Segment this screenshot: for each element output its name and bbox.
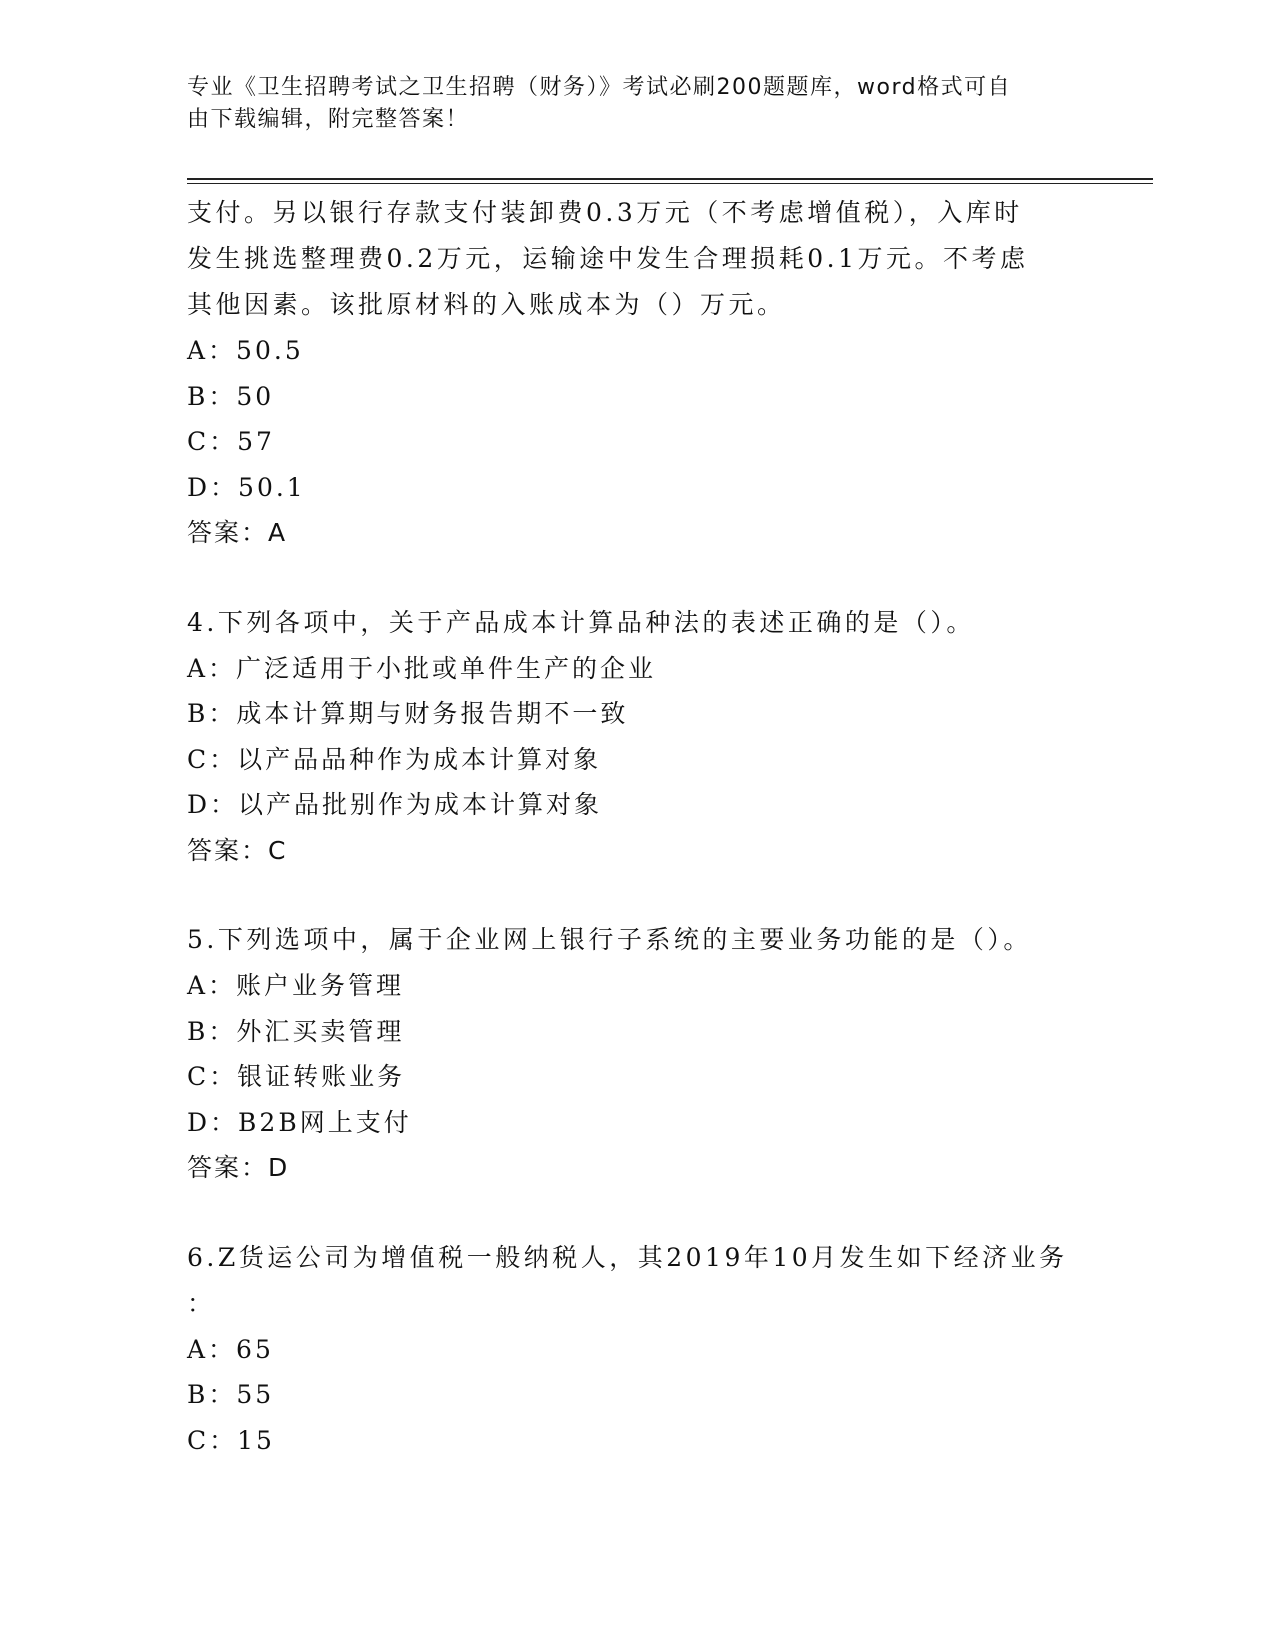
option-d: D：B2B网上支付 xyxy=(187,1107,412,1137)
question-stem: 5.下列选项中，属于企业网上银行子系统的主要业务功能的是（）。 xyxy=(187,925,1032,954)
header-divider-thin xyxy=(187,183,1153,184)
spacer xyxy=(187,1191,1087,1235)
option-c: C：以产品品种作为成本计算对象 xyxy=(187,744,602,774)
option-d: D：以产品批别作为成本计算对象 xyxy=(187,790,603,819)
question-stem: 4.下列各项中，关于产品成本计算品种法的表述正确的是（）。 xyxy=(187,607,975,637)
option-a: A：65 xyxy=(187,1334,274,1364)
spacer xyxy=(187,873,1087,917)
question-stem-line: 发生挑选整理费0.2万元，运输途中发生合理损耗0.1万元。不考虑 xyxy=(187,244,1029,273)
option-c: C：15 xyxy=(187,1425,275,1455)
header-divider-thick xyxy=(187,178,1153,180)
option-a: A：账户业务管理 xyxy=(187,971,405,1000)
option-d: D：50.1 xyxy=(187,472,306,502)
answer-line: 答案：C xyxy=(187,835,288,865)
question-5 xyxy=(187,917,1087,1191)
option-b: B：55 xyxy=(187,1380,275,1409)
header-line-1: 专业《卫生招聘考试之卫生招聘（财务）》考试必刷200题题库，word格式可自 xyxy=(187,75,1012,100)
question-6 xyxy=(187,1235,1087,1464)
option-c: C：银证转账业务 xyxy=(187,1062,406,1091)
option-b: B：成本计算期与财务报告期不一致 xyxy=(187,699,629,728)
question-4 xyxy=(187,600,1087,874)
answer-line: 答案：A xyxy=(187,518,288,547)
option-b: B：50 xyxy=(187,381,275,411)
question-stem-continued: ： xyxy=(187,1288,216,1318)
option-b: B：外汇买卖管理 xyxy=(187,1016,405,1046)
option-a: A：广泛适用于小批或单件生产的企业 xyxy=(187,653,657,683)
spacer xyxy=(187,556,1087,600)
question-stem-line: 支付。另以银行存款支付装卸费0.3万元（不考虑增值税），入库时 xyxy=(187,198,1023,227)
question-stem-line: 其他因素。该批原材料的入账成本为（）万元。 xyxy=(187,290,786,319)
header-line-2: 由下载编辑，附完整答案！ xyxy=(187,107,470,132)
question-3-continued xyxy=(187,190,1087,556)
option-c: C：57 xyxy=(187,427,275,456)
question-stem: 6.Z货运公司为增值税一般纳税人，其2019年10月发生如下经济业务 xyxy=(187,1242,1068,1272)
option-a: A：50.5 xyxy=(187,336,304,365)
document-body xyxy=(187,190,1087,1463)
document-header xyxy=(187,72,1067,136)
answer-line: 答案：D xyxy=(187,1153,290,1182)
